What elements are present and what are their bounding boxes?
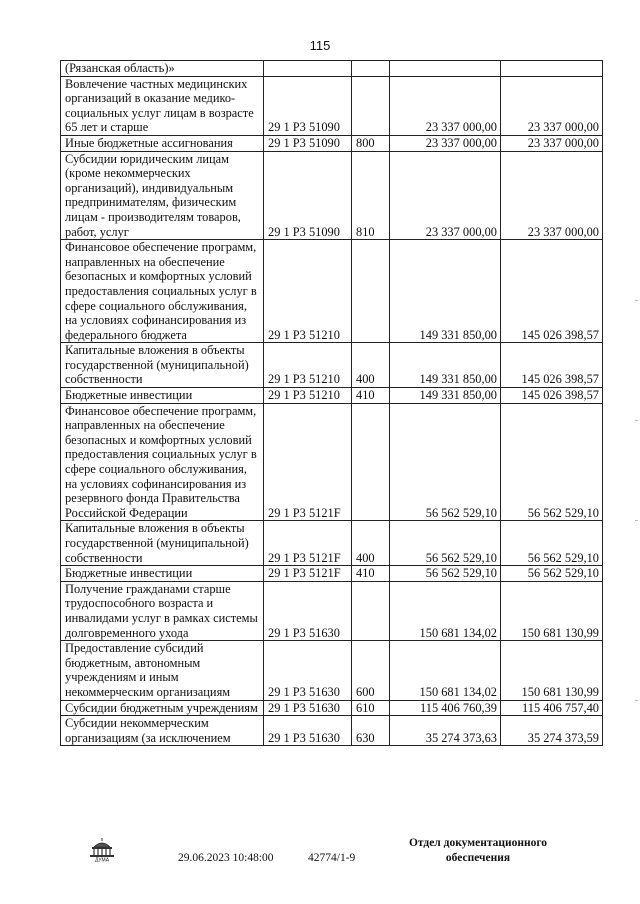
row-amount-2: 56 562 529,10 <box>501 403 603 521</box>
row-expense-type: 400 <box>352 521 390 566</box>
row-amount-2: 150 681 130,99 <box>501 641 603 700</box>
table-row <box>61 135 603 151</box>
table-row <box>61 76 603 135</box>
row-name: Субсидии некоммерческим организациям (за исключением <box>61 716 264 746</box>
table-row <box>61 151 603 240</box>
budget-table-body <box>61 61 603 746</box>
row-name: Капитальные вложения в объекты государственной (муниципальной) собственности <box>61 521 264 566</box>
row-expense-type <box>352 403 390 521</box>
row-expense-type: 410 <box>352 566 390 582</box>
row-amount-2: 23 337 000,00 <box>501 76 603 135</box>
row-name: Субсидии бюджетным учреждениям <box>61 700 264 716</box>
row-amount-2: 23 337 000,00 <box>501 151 603 240</box>
row-amount-1: 23 337 000,00 <box>390 135 501 151</box>
row-name: Получение гражданами старше трудоспособного возраста и инвалидами услуг в рамках системы долговременного ухода <box>61 581 264 640</box>
row-expense-type <box>352 240 390 343</box>
row-amount-2: 35 274 373,59 <box>501 716 603 746</box>
row-amount-2: 145 026 398,57 <box>501 388 603 404</box>
row-amount-1: 23 337 000,00 <box>390 151 501 240</box>
table-row <box>61 388 603 404</box>
table-row <box>61 641 603 700</box>
row-code: 29 1 Р3 5121F <box>264 403 352 521</box>
table-row <box>61 403 603 521</box>
row-code: 29 1 Р3 5121F <box>264 566 352 582</box>
row-amount-1: 56 562 529,10 <box>390 521 501 566</box>
table-row <box>61 61 603 77</box>
row-amount-2: 115 406 757,40 <box>501 700 603 716</box>
row-name: Иные бюджетные ассигнования <box>61 135 264 151</box>
row-code: 29 1 Р3 51210 <box>264 240 352 343</box>
row-code: 29 1 Р3 51210 <box>264 343 352 388</box>
row-amount-2 <box>501 61 603 77</box>
row-name: Бюджетные инвестиции <box>61 388 264 404</box>
table-row <box>61 581 603 640</box>
row-expense-type <box>352 581 390 640</box>
duma-building-icon <box>85 836 119 862</box>
row-amount-2: 145 026 398,57 <box>501 240 603 343</box>
row-amount-1: 149 331 850,00 <box>390 388 501 404</box>
table-row <box>61 521 603 566</box>
row-amount-1: 35 274 373,63 <box>390 716 501 746</box>
row-amount-2: 56 562 529,10 <box>501 566 603 582</box>
row-amount-2: 150 681 130,99 <box>501 581 603 640</box>
footer-department: Отдел документационного обеспечения <box>408 837 548 864</box>
scan-margin-mark <box>635 300 638 301</box>
row-code: 29 1 Р3 51090 <box>264 76 352 135</box>
row-code: 29 1 Р3 51210 <box>264 388 352 404</box>
row-expense-type: 600 <box>352 641 390 700</box>
table-row <box>61 240 603 343</box>
row-expense-type: 630 <box>352 716 390 746</box>
row-amount-1: 56 562 529,10 <box>390 403 501 521</box>
row-name: Бюджетные инвестиции <box>61 566 264 582</box>
row-name: Финансовое обеспечение программ, направленных на обеспечение безопасных и комфортных условий предоставления социальных услуг в сфере социального обслуживания, на условиях софинансирования из федерального бюджета <box>61 240 264 343</box>
row-expense-type: 410 <box>352 388 390 404</box>
row-expense-type: 810 <box>352 151 390 240</box>
table-row <box>61 700 603 716</box>
row-amount-1: 149 331 850,00 <box>390 343 501 388</box>
row-name: Предоставление субсидий бюджетным, автономным учреждениям и иным некоммерческим организациям <box>61 641 264 700</box>
row-code <box>264 61 352 77</box>
footer-doc-number: 42774/1-9 <box>308 852 356 864</box>
row-name: Капитальные вложения в объекты государственной (муниципальной) собственности <box>61 343 264 388</box>
table-row <box>61 566 603 582</box>
row-name: Финансовое обеспечение программ, направленных на обеспечение безопасных и комфортных условий предоставления социальных услуг в сфере социального обслуживания, на условиях софинансирования из резервного фонда Правительства Российской Федерации <box>61 403 264 521</box>
row-expense-type <box>352 61 390 77</box>
row-amount-1: 115 406 760,39 <box>390 700 501 716</box>
scan-margin-mark <box>635 700 638 701</box>
row-expense-type <box>352 76 390 135</box>
row-code: 29 1 Р3 5121F <box>264 521 352 566</box>
row-expense-type: 610 <box>352 700 390 716</box>
scan-margin-mark <box>635 420 638 421</box>
stamp-text: ДУМА <box>94 857 110 862</box>
row-amount-1: 23 337 000,00 <box>390 76 501 135</box>
row-amount-1: 149 331 850,00 <box>390 240 501 343</box>
row-amount-1: 56 562 529,10 <box>390 566 501 582</box>
row-code: 29 1 Р3 51090 <box>264 151 352 240</box>
scan-margin-mark <box>635 520 638 521</box>
budget-table <box>60 60 603 746</box>
table-row <box>61 343 603 388</box>
row-code: 29 1 Р3 51630 <box>264 581 352 640</box>
footer-datetime: 29.06.2023 10:48:00 <box>178 852 274 864</box>
row-code: 29 1 Р3 51630 <box>264 700 352 716</box>
row-code: 29 1 Р3 51630 <box>264 641 352 700</box>
row-name: Вовлечение частных медицинских организаций в оказание медико-социальных услуг лицам в возрасте 65 лет и старше <box>61 76 264 135</box>
row-amount-2: 23 337 000,00 <box>501 135 603 151</box>
row-amount-2: 145 026 398,57 <box>501 343 603 388</box>
table-row <box>61 716 603 746</box>
row-amount-1 <box>390 61 501 77</box>
row-amount-2: 56 562 529,10 <box>501 521 603 566</box>
row-amount-1: 150 681 134,02 <box>390 641 501 700</box>
row-code: 29 1 Р3 51630 <box>264 716 352 746</box>
row-expense-type: 800 <box>352 135 390 151</box>
page-number: 115 <box>309 38 331 53</box>
row-code: 29 1 Р3 51090 <box>264 135 352 151</box>
row-name: (Рязанская область)» <box>61 61 264 77</box>
row-amount-1: 150 681 134,02 <box>390 581 501 640</box>
row-name: Субсидии юридическим лицам (кроме некоммерческих организаций), индивидуальным предпринимателям, физическим лицам - производителям товаров, работ, услуг <box>61 151 264 240</box>
row-expense-type: 400 <box>352 343 390 388</box>
